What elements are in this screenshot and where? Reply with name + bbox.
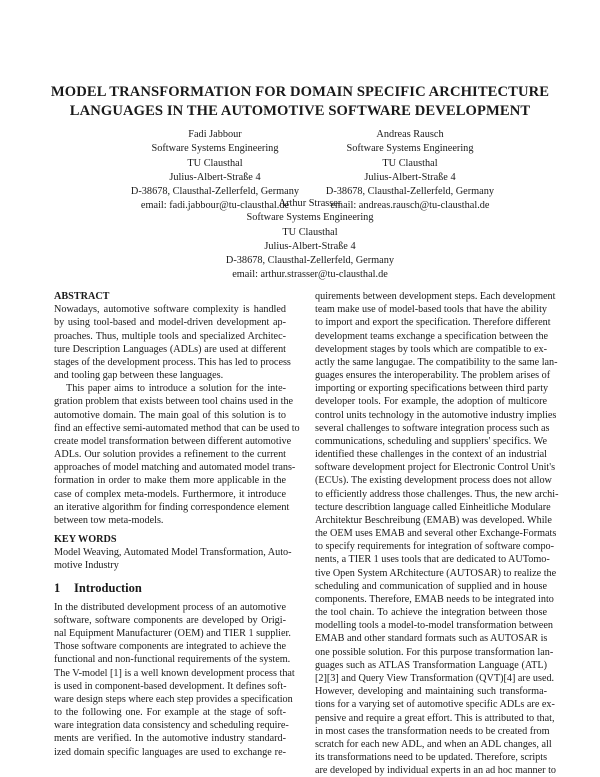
text-line: control units technology in the automotive industry implies: [315, 409, 557, 421]
author-name: Arthur Strasser: [278, 198, 342, 209]
text-line: Architektur Beschreibung (EMAB) was developed. While: [315, 514, 552, 526]
text-line: software, software components are developed by Origi-: [54, 614, 286, 626]
text-line: ware integration data consistency and scheduling require-: [54, 720, 289, 732]
abstract-heading: ABSTRACT: [54, 291, 110, 302]
text-line: Nowadays, automotive software complexity is handled: [54, 304, 286, 316]
text-line: its transformations need to be updated. Therefore, scripts: [315, 752, 548, 764]
author-street: Julius-Albert-Straße 4: [364, 171, 456, 183]
text-line: software development project for Electronic Control Unit's: [315, 462, 556, 474]
text-line: quirements between development steps. Each development: [315, 291, 556, 302]
text-line: proaches. Thus, multiple tools and specialized Architec-: [54, 330, 286, 342]
keywords-heading: KEY WORDS: [54, 534, 117, 546]
abstract-paragraph-2: [54, 382, 300, 527]
text-line: This paper aims to introduce a solution for the inte-: [66, 383, 286, 395]
author-univ: TU Clausthal: [282, 226, 338, 238]
paper-title-line-2: LANGUAGES IN THE AUTOMOTIVE SOFTWARE DEVELOPMENT: [69, 103, 531, 119]
author-dept: Software Systems Engineering: [151, 143, 279, 155]
author-dept: Software Systems Engineering: [346, 143, 474, 155]
text-line: ADLs. Our solution provides a refinement to the current: [54, 449, 286, 461]
text-line: to import and export the specification. Therefore different: [315, 317, 551, 329]
author-block-strasser: [195, 197, 425, 283]
text-line: and tooling gap between these languages.: [54, 370, 224, 382]
paper-title: [40, 83, 560, 121]
text-line: create model transformation between different automotive: [54, 435, 292, 447]
author-dept: Software Systems Engineering: [246, 212, 374, 224]
text-line: nal Equipment Manufacturer (OEM) and TIER 1 supplier.: [54, 627, 291, 639]
text-line: tive Open System ARchitecture (AUTOSAR) to realize the: [315, 567, 557, 579]
author-street: Julius-Albert-Straße 4: [264, 240, 356, 252]
text-line: actly the same langugae. The compatibility to the same lan-: [315, 356, 558, 368]
text-line: The V-model [1] is a well known development process that: [54, 667, 295, 679]
text-line: by using tool-based and model-driven development ap-: [54, 317, 286, 329]
section-title: Introduction: [74, 580, 142, 595]
text-line: components. Therefore, EMAB needs to be integrated into: [315, 593, 554, 605]
text-line: modelling tools a model-to-model transformation between: [315, 620, 553, 632]
text-line: case of complex meta-models. Furthermore, it introduce: [54, 488, 286, 500]
text-line: pensive and require a great effort. This is attributed to that,: [315, 712, 555, 724]
text-line: ized domain specific languages are used to exchange re-: [54, 746, 286, 758]
author-name: Fadi Jabbour: [188, 129, 242, 140]
text-line: gration problem that exists between tool chains used in the: [54, 396, 294, 408]
text-line: find an effective semi-automated method that can be used to: [54, 422, 300, 434]
author-univ: TU Clausthal: [187, 157, 243, 169]
text-line: to the following one. For example at the stage of soft-: [54, 707, 286, 719]
author-city: D-38678, Clausthal-Zellerfeld, Germany: [325, 186, 495, 198]
text-line: to specify requirements for integration of software compo-: [315, 541, 555, 553]
text-line: several challenges to software integration process such as: [315, 422, 550, 434]
author-email: email: fadi.jabbour@tu-clausthal.de: [140, 200, 290, 212]
text-line: between tow meta-models.: [54, 514, 164, 526]
text-line: formation in order to make them more applicable in the: [54, 475, 286, 487]
text-line: in most cases the transformation needs to be created from: [315, 725, 550, 737]
text-line: However, developing and maintaining such transforma-: [315, 686, 547, 698]
paper-title-line-1: MODEL TRANSFORMATION FOR DOMAIN SPECIFIC ARCHITECTURE: [50, 84, 550, 100]
text-line: guages such as ATLAS Transformation Language (ATL): [315, 659, 547, 671]
text-line: importing or exporting specifications between third party: [315, 383, 549, 395]
introduction-text-right: [315, 290, 559, 777]
author-city: D-38678, Clausthal-Zellerfeld, Germany: [130, 186, 300, 198]
text-line: the OEM uses EMAB and several other Exchange-Formats: [315, 528, 557, 540]
text-line: are developed by individual experts in an ad hoc manner to: [315, 765, 557, 777]
text-line: Those software components are integrated to achieve the: [54, 641, 286, 653]
section-heading-introduction: [54, 580, 286, 596]
text-line: ments are verified. In the automotive industry standard-: [54, 733, 286, 745]
section-number: 1: [54, 580, 61, 595]
abstract-paragraph-1: [54, 303, 291, 382]
right-column: [315, 290, 559, 777]
author-email: email: arthur.strasser@tu-clausthal.de: [232, 269, 388, 281]
text-line: scheduling and communication of supplied and in house: [315, 580, 547, 592]
author-name: Andreas Rausch: [376, 129, 444, 140]
text-line: guages ensures the interoperability. The problem arises of: [315, 370, 551, 382]
author-email: email: andreas.rausch@tu-clausthal.de: [330, 200, 490, 212]
text-line: tecture describtion language called Einheitliche Modulare: [315, 501, 551, 513]
text-line: motive Industry: [54, 560, 119, 572]
introduction-text-left: [54, 601, 295, 759]
text-line: ture Description Languages (ADLs) are used at different: [54, 343, 286, 355]
keywords-text: [54, 546, 292, 572]
text-line: the tool chain. To achieve the integration between those: [315, 607, 547, 619]
text-line: stages of the development process. This has led to process: [54, 356, 291, 368]
text-line: tions for a varying set of automotive specific ADLs are ex-: [315, 699, 555, 711]
text-line: approaches of model matching and automated model trans-: [54, 462, 296, 474]
text-line: In the distributed development process of an automotive: [54, 601, 286, 613]
text-line: ware design steps where each step provides a specification: [54, 693, 293, 705]
text-line: development teams exchange a specification between the: [315, 330, 549, 342]
text-line: functional and non-functional requirements of the system.: [54, 654, 291, 666]
text-line: one possible solution. For this purpose transformation lan-: [315, 646, 554, 658]
text-line: EMAB and other standard formats such as AUTOSAR is: [315, 633, 548, 645]
text-line: communications, scheduling and suppliers' specifics. We: [315, 435, 547, 447]
text-line: Model Weaving, Automated Model Transformation, Auto-: [54, 547, 292, 559]
text-line: identified these challenges in the context of an industrial: [315, 449, 547, 461]
text-line: (ECUs). The existing development process does not allow: [315, 475, 552, 487]
text-line: automotive domain. The main goal of this solution is to: [54, 409, 286, 421]
author-univ: TU Clausthal: [382, 157, 438, 169]
text-line: [2][3] and Query View Transformation (QVT)[4] are used.: [315, 672, 555, 684]
text-line: an iterative algorithm for finding correspondence element: [54, 501, 290, 513]
text-line: nents, a TIER 1 uses tools that are dedicated to AUTomo-: [315, 554, 550, 566]
author-street: Julius-Albert-Straße 4: [169, 171, 261, 183]
text-line: scratch for each new ADL, and when an ADL changes, all: [315, 738, 552, 750]
text-line: is used in component-based development. It defines soft-: [54, 680, 287, 692]
text-line: team make use of model-based tools that have the ability: [315, 304, 547, 316]
text-line: developer tools. For example, the adoption of multicore: [315, 396, 547, 408]
left-column: [54, 290, 300, 759]
author-city: D-38678, Clausthal-Zellerfeld, Germany: [225, 255, 395, 267]
text-line: to efficiently address those challenges. Thus, the new archi-: [315, 488, 559, 500]
text-line: development stages by tools which are compatible to ex-: [315, 343, 547, 355]
